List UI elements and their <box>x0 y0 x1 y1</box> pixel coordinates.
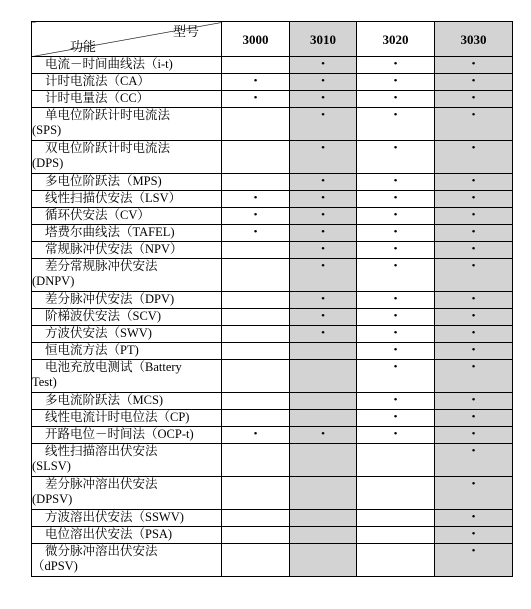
supported-dot-icon: • <box>393 142 398 154</box>
support-cell-3010 <box>290 208 357 225</box>
support-cell-3030 <box>435 259 513 292</box>
function-cell <box>32 174 222 191</box>
function-name: 微分脉冲溶出伏安法 <box>45 544 158 558</box>
table-row <box>32 141 513 174</box>
support-cell-3010 <box>290 91 357 108</box>
support-cell-3020 <box>357 427 435 444</box>
support-cell-3030 <box>435 141 513 174</box>
supported-dot-icon: • <box>321 310 325 322</box>
supported-dot-icon: • <box>321 209 325 221</box>
table-row <box>32 544 513 577</box>
support-cell-3020 <box>357 208 435 225</box>
table-header-row <box>32 22 513 57</box>
support-cell-3030 <box>435 309 513 326</box>
support-cell-3000 <box>222 527 290 544</box>
support-cell-3000 <box>222 108 290 141</box>
function-cell <box>32 74 222 91</box>
table-row <box>32 360 513 393</box>
support-cell-3010 <box>290 444 357 477</box>
support-cell-3010 <box>290 410 357 427</box>
supported-dot-icon: • <box>393 361 398 373</box>
supported-dot-icon: • <box>393 226 398 238</box>
support-cell-3010 <box>290 427 357 444</box>
support-cell-3000 <box>222 91 290 108</box>
supported-dot-icon: • <box>393 175 398 187</box>
function-name: 电流－时间曲线法（i-t) <box>45 57 173 71</box>
support-cell-3010 <box>290 309 357 326</box>
support-cell-3000 <box>222 410 290 427</box>
supported-dot-icon: • <box>471 260 476 272</box>
supported-dot-icon: • <box>321 175 325 187</box>
support-cell-3010 <box>290 360 357 393</box>
supported-dot-icon: • <box>471 394 476 406</box>
function-name: 电池充放电测试（Battery <box>45 360 182 374</box>
table-row <box>32 108 513 141</box>
support-cell-3030 <box>435 427 513 444</box>
function-label: 功能 <box>70 39 97 54</box>
table-row <box>32 242 513 259</box>
support-cell-3000 <box>222 191 290 208</box>
support-cell-3010 <box>290 191 357 208</box>
support-cell-3020 <box>357 527 435 544</box>
support-cell-3020 <box>357 141 435 174</box>
support-cell-3020 <box>357 393 435 410</box>
support-cell-3030 <box>435 326 513 343</box>
supported-dot-icon: • <box>321 92 325 104</box>
function-name: 电位溶出伏安法（PSA) <box>45 527 173 541</box>
support-cell-3010 <box>290 393 357 410</box>
supported-dot-icon: • <box>393 344 398 356</box>
support-cell-3010 <box>290 343 357 360</box>
model-header-3020: 3020 <box>357 22 435 57</box>
support-cell-3030 <box>435 477 513 510</box>
support-cell-3000 <box>222 477 290 510</box>
supported-dot-icon: • <box>393 293 398 305</box>
support-cell-3020 <box>357 191 435 208</box>
supported-dot-icon: • <box>321 293 325 305</box>
support-cell-3030 <box>435 108 513 141</box>
support-cell-3000 <box>222 309 290 326</box>
supported-dot-icon: • <box>321 327 325 339</box>
supported-dot-icon: • <box>471 361 476 373</box>
function-name: 计时电流法（CA） <box>45 74 150 88</box>
support-cell-3020 <box>357 292 435 309</box>
supported-dot-icon: • <box>471 545 476 557</box>
support-cell-3020 <box>357 57 435 74</box>
support-cell-3010 <box>290 544 357 577</box>
supported-dot-icon: • <box>393 394 398 406</box>
function-abbr: （dPSV) <box>32 559 78 573</box>
function-abbr: (SLSV) <box>32 459 71 473</box>
function-name: 差分脉冲伏安法（DPV) <box>45 292 175 306</box>
function-cell <box>32 91 222 108</box>
support-cell-3020 <box>357 259 435 292</box>
table-row <box>32 292 513 309</box>
function-cell <box>32 57 222 74</box>
function-name: 方波溶出伏安法（SSWV) <box>45 510 184 524</box>
function-cell <box>32 208 222 225</box>
table-row <box>32 191 513 208</box>
function-cell <box>32 242 222 259</box>
table-row <box>32 174 513 191</box>
supported-dot-icon: • <box>253 75 258 87</box>
support-cell-3030 <box>435 444 513 477</box>
support-cell-3000 <box>222 74 290 91</box>
function-cell <box>32 343 222 360</box>
function-abbr: Test) <box>32 375 57 389</box>
supported-dot-icon: • <box>253 226 258 238</box>
support-cell-3000 <box>222 259 290 292</box>
support-cell-3000 <box>222 343 290 360</box>
function-cell <box>32 292 222 309</box>
function-name: 差分常规脉冲伏安法 <box>45 259 158 273</box>
table-row <box>32 225 513 242</box>
supported-dot-icon: • <box>471 310 476 322</box>
supported-dot-icon: • <box>393 310 398 322</box>
supported-dot-icon: • <box>393 411 398 423</box>
support-cell-3030 <box>435 393 513 410</box>
table-row <box>32 91 513 108</box>
supported-dot-icon: • <box>393 58 398 70</box>
support-cell-3020 <box>357 360 435 393</box>
support-cell-3030 <box>435 74 513 91</box>
table-row <box>32 208 513 225</box>
supported-dot-icon: • <box>393 209 398 221</box>
function-abbr: (DPSV) <box>32 492 73 506</box>
supported-dot-icon: • <box>471 92 476 104</box>
supported-dot-icon: • <box>393 75 398 87</box>
supported-dot-icon: • <box>471 243 476 255</box>
function-name: 恒电流方法（PT) <box>45 343 139 357</box>
function-abbr: (SPS) <box>32 123 62 137</box>
support-cell-3030 <box>435 57 513 74</box>
supported-dot-icon: • <box>471 411 476 423</box>
support-cell-3000 <box>222 510 290 527</box>
support-cell-3010 <box>290 74 357 91</box>
function-cell <box>32 309 222 326</box>
supported-dot-icon: • <box>393 428 398 440</box>
support-cell-3000 <box>222 427 290 444</box>
supported-dot-icon: • <box>471 344 476 356</box>
function-name: 循环伏安法（CV） <box>45 208 150 222</box>
support-cell-3010 <box>290 225 357 242</box>
support-cell-3000 <box>222 544 290 577</box>
support-cell-3010 <box>290 108 357 141</box>
function-cell <box>32 393 222 410</box>
function-cell <box>32 444 222 477</box>
support-cell-3020 <box>357 74 435 91</box>
support-cell-3000 <box>222 242 290 259</box>
function-cell <box>32 108 222 141</box>
supported-dot-icon: • <box>393 109 398 121</box>
table-row <box>32 393 513 410</box>
supported-dot-icon: • <box>471 293 476 305</box>
supported-dot-icon: • <box>321 58 325 70</box>
function-cell <box>32 410 222 427</box>
support-cell-3020 <box>357 343 435 360</box>
support-cell-3000 <box>222 174 290 191</box>
supported-dot-icon: • <box>321 243 325 255</box>
supported-dot-icon: • <box>471 192 476 204</box>
support-cell-3030 <box>435 91 513 108</box>
function-cell <box>32 191 222 208</box>
function-name: 双电位阶跃计时电流法 <box>45 141 171 155</box>
support-cell-3030 <box>435 410 513 427</box>
support-cell-3030 <box>435 174 513 191</box>
support-cell-3020 <box>357 477 435 510</box>
support-cell-3020 <box>357 326 435 343</box>
model-header-3010: 3010 <box>290 22 357 57</box>
support-cell-3020 <box>357 242 435 259</box>
support-cell-3030 <box>435 510 513 527</box>
table-row <box>32 477 513 510</box>
table-row <box>32 343 513 360</box>
function-cell <box>32 259 222 292</box>
table-row <box>32 427 513 444</box>
support-cell-3020 <box>357 108 435 141</box>
supported-dot-icon: • <box>253 192 258 204</box>
support-cell-3030 <box>435 292 513 309</box>
supported-dot-icon: • <box>471 226 476 238</box>
supported-dot-icon: • <box>471 511 476 523</box>
support-cell-3010 <box>290 141 357 174</box>
support-cell-3010 <box>290 326 357 343</box>
support-cell-3010 <box>290 259 357 292</box>
model-label: 型号 <box>172 24 199 39</box>
function-cell <box>32 326 222 343</box>
supported-dot-icon: • <box>471 428 476 440</box>
supported-dot-icon: • <box>471 528 476 540</box>
supported-dot-icon: • <box>321 109 325 121</box>
support-cell-3000 <box>222 208 290 225</box>
function-cell <box>32 427 222 444</box>
supported-dot-icon: • <box>471 175 476 187</box>
supported-dot-icon: • <box>471 445 476 457</box>
supported-dot-icon: • <box>471 209 476 221</box>
support-cell-3000 <box>222 444 290 477</box>
support-cell-3030 <box>435 208 513 225</box>
model-header-3000: 3000 <box>222 22 290 57</box>
diagonal-header-cell <box>32 22 222 57</box>
function-cell <box>32 544 222 577</box>
supported-dot-icon: • <box>393 243 398 255</box>
supported-dot-icon: • <box>253 428 258 440</box>
table-row <box>32 259 513 292</box>
table-row <box>32 57 513 74</box>
table-row <box>32 444 513 477</box>
support-cell-3000 <box>222 57 290 74</box>
supported-dot-icon: • <box>321 226 325 238</box>
support-cell-3020 <box>357 510 435 527</box>
support-cell-3020 <box>357 91 435 108</box>
table-row <box>32 326 513 343</box>
function-name: 单电位阶跃计时电流法 <box>45 108 171 122</box>
support-cell-3000 <box>222 141 290 174</box>
table-row <box>32 510 513 527</box>
table-row <box>32 410 513 427</box>
support-cell-3030 <box>435 343 513 360</box>
function-cell <box>32 360 222 393</box>
support-cell-3000 <box>222 292 290 309</box>
support-cell-3020 <box>357 410 435 427</box>
supported-dot-icon: • <box>393 260 398 272</box>
function-cell <box>32 510 222 527</box>
supported-dot-icon: • <box>393 92 398 104</box>
function-cell <box>32 141 222 174</box>
function-cell <box>32 527 222 544</box>
function-name: 线性电流计时电位法（CP) <box>45 410 190 424</box>
support-cell-3010 <box>290 292 357 309</box>
table-row <box>32 527 513 544</box>
function-cell <box>32 225 222 242</box>
support-cell-3010 <box>290 477 357 510</box>
supported-dot-icon: • <box>321 142 325 154</box>
function-name: 多电位阶跃法（MPS) <box>45 174 162 188</box>
function-name: 常规脉冲伏安法（NPV） <box>45 242 183 256</box>
support-cell-3020 <box>357 444 435 477</box>
support-cell-3030 <box>435 242 513 259</box>
function-cell <box>32 477 222 510</box>
function-name: 差分脉冲溶出伏安法 <box>45 477 158 491</box>
support-cell-3000 <box>222 225 290 242</box>
supported-dot-icon: • <box>253 92 258 104</box>
table-row <box>32 74 513 91</box>
support-cell-3020 <box>357 225 435 242</box>
table-row <box>32 309 513 326</box>
supported-dot-icon: • <box>253 209 258 221</box>
supported-dot-icon: • <box>471 75 476 87</box>
supported-dot-icon: • <box>393 192 398 204</box>
function-name: 多电流阶跃法（MCS) <box>45 393 164 407</box>
supported-dot-icon: • <box>471 58 476 70</box>
support-cell-3020 <box>357 309 435 326</box>
function-name: 方波伏安法（SWV) <box>45 326 152 340</box>
support-cell-3000 <box>222 326 290 343</box>
supported-dot-icon: • <box>321 75 325 87</box>
support-cell-3030 <box>435 191 513 208</box>
supported-dot-icon: • <box>471 109 476 121</box>
model-header-3030: 3030 <box>435 22 513 57</box>
support-cell-3030 <box>435 360 513 393</box>
support-cell-3010 <box>290 510 357 527</box>
function-abbr: (DPS) <box>32 156 64 170</box>
support-cell-3010 <box>290 174 357 191</box>
support-cell-3020 <box>357 544 435 577</box>
function-name: 塔费尔曲线法（TAFEL) <box>45 225 175 239</box>
function-name: 线性扫描伏安法（LSV） <box>45 191 182 205</box>
model-function-table <box>31 21 513 577</box>
support-cell-3020 <box>357 174 435 191</box>
supported-dot-icon: • <box>471 327 476 339</box>
function-name: 开路电位－时间法（OCP-t) <box>45 427 194 441</box>
function-name: 计时电量法（CC） <box>45 91 150 105</box>
support-cell-3010 <box>290 527 357 544</box>
support-cell-3030 <box>435 544 513 577</box>
support-cell-3030 <box>435 225 513 242</box>
table-body <box>32 57 513 577</box>
supported-dot-icon: • <box>471 142 476 154</box>
supported-dot-icon: • <box>321 428 325 440</box>
supported-dot-icon: • <box>471 478 476 490</box>
function-abbr: (DNPV) <box>32 274 75 288</box>
support-cell-3000 <box>222 360 290 393</box>
supported-dot-icon: • <box>321 192 325 204</box>
supported-dot-icon: • <box>321 260 325 272</box>
support-cell-3010 <box>290 57 357 74</box>
function-name: 阶梯波伏安法（SCV) <box>45 309 161 323</box>
support-cell-3000 <box>222 393 290 410</box>
supported-dot-icon: • <box>393 327 398 339</box>
support-cell-3010 <box>290 242 357 259</box>
support-cell-3030 <box>435 527 513 544</box>
function-name: 线性扫描溶出伏安法 <box>45 444 158 458</box>
